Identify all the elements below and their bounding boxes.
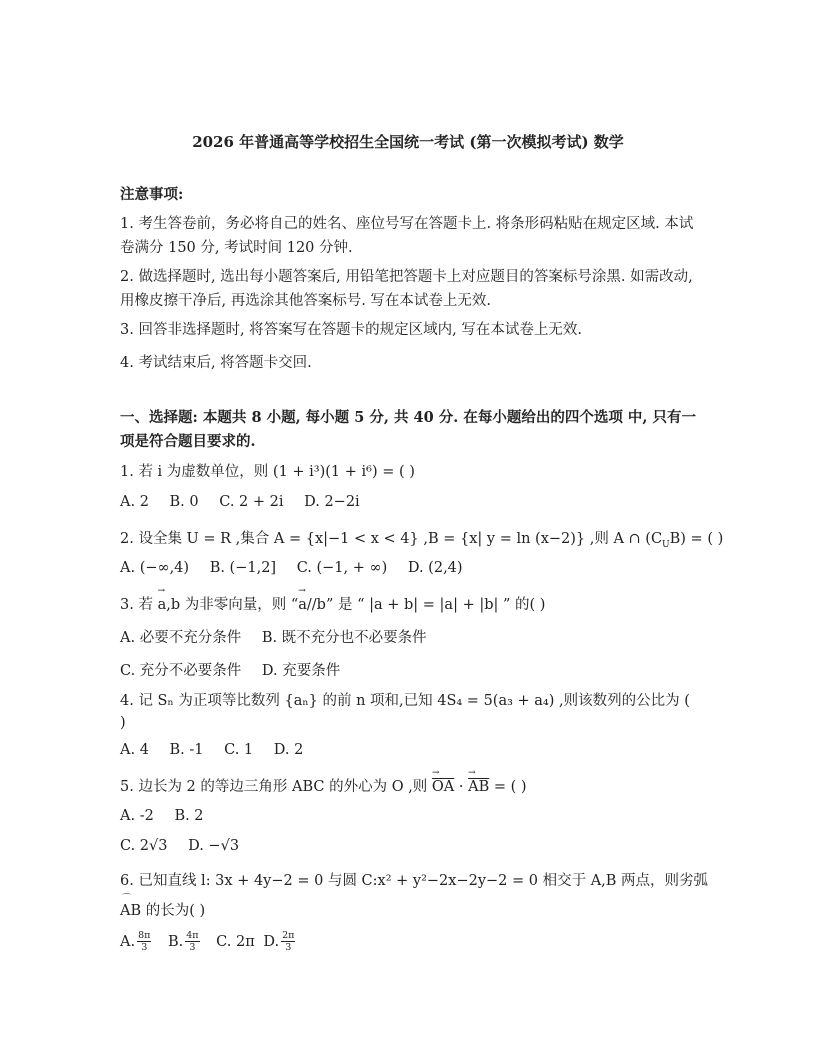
question-6-continued [120,899,205,920]
question-3-options-row2 [120,659,356,680]
option-a: A. 2 [120,494,149,510]
question-3-options-row1 [120,626,443,647]
minor-arc-ab: ⌒ AB [120,903,141,919]
option-c: C. 1 [224,742,254,758]
question-5-options-row2 [120,838,255,854]
option-a-fraction [137,930,151,953]
question-1-options [120,494,376,510]
option-c: C. 2√3 [120,838,168,854]
question-1-stem: 1. 若 i 为虚数单位，则 [120,464,269,480]
fraction-denominator: 3 [141,942,148,953]
option-b: B. -1 [169,742,204,758]
question-6-stem: 6. 已知直线 l: 3x + 4y−2 = 0 与圆 C:x² + y²−2x−2y−2 = 0 相交于 A,B 两点，则劣弧 [120,873,709,889]
section-heading: 一、选择题: 本题共 8 小题, 每小题 5 分, 共 40 分. 在每小题给出的四个选项 中, 只有一项是符合题目要求的. [120,409,696,450]
question-3-part2: 为非零向量，则 “ [184,597,299,613]
fraction-numerator: 4π [186,930,199,941]
option-d: D. 2 [273,742,304,758]
dot-operator: · [454,779,469,795]
option-d-fraction [281,930,295,953]
option-b: B. (−1,2] [209,560,277,576]
option-d: D. 2−2i [304,494,360,510]
question-2-options [120,560,479,576]
exam-title: 2026 年普通高等学校招生全国统一考试 (第一次模拟考试) 数学 [192,133,624,151]
question-3 [120,593,545,614]
option-a-label: A. [120,933,136,950]
option-b [168,930,206,953]
option-a [120,930,158,953]
question-5-options-row1 [120,808,220,824]
option-b: B. 0 [169,494,199,510]
question-5-tail: = ( ) [489,779,527,795]
question-1-expression: (1 + i³)(1 + i⁶) = ( ) [272,464,415,480]
option-d: D. 充要条件 [261,663,341,679]
question-4-options [120,742,319,758]
option-c: C. 2π [216,933,255,950]
option-c: C. (−1, + ∞) [296,560,388,576]
notice-item-2: 2. 做选择题时, 选出每小题答案后, 用铅笔把答题卡上对应题目的答案标号涂黑. 如需改动, 用橡皮擦干净后, 再选涂其他答案标号. 写在本试卷上无效. [120,269,693,309]
vectors-ab: → a,b [158,597,181,613]
option-b-label: B. [168,933,184,950]
vector-oa: → $\overline{OA}$ [432,779,454,795]
question-5-stem: 5. 边长为 2 的等边三角形 ABC 的外心为 O ,则 [120,779,428,795]
option-b: B. 2 [174,808,204,824]
option-a: A. (−∞,4) [120,560,190,576]
notice-item-4: 4. 考试结束后, 将答题卡交回. [120,355,312,371]
fraction-numerator: 2π [282,930,295,941]
option-d: D. −√3 [188,838,240,854]
option-c: C. 2 + 2i [219,494,284,510]
option-d [263,930,297,953]
question-2-tail: B) = ( ) [669,531,724,547]
option-a: A. 必要不充分条件 [120,630,242,646]
question-3-part1: 3. 若 [120,597,153,613]
option-b: B. 既不充分也不必要条件 [261,630,427,646]
fraction-denominator: 3 [189,942,196,953]
option-d-label: D. [263,933,280,950]
question-6 [120,869,708,890]
option-c: C. 充分不必要条件 [120,663,242,679]
notice-heading: 注意事项: [120,186,184,203]
option-d: D. (2,4) [407,560,463,576]
fraction-numerator: 8π [138,930,151,941]
option-b-fraction [185,930,199,953]
question-1 [120,460,415,481]
question-2 [120,527,723,550]
question-3-part3: ” 是 “ |a + b| = |a| + |b| ” 的( ) [325,597,546,613]
fraction-denominator: 3 [285,942,292,953]
option-a: A. 4 [120,742,149,758]
question-6-options [120,930,297,953]
question-4: 4. 记 Sₙ 为正项等比数列 {aₙ} 的前 n 项和,已知 4S₄ = 5(a₃ + a₄) ,则该数列的公比为 ( ) [120,693,690,731]
option-a: A. -2 [120,808,154,824]
notice-item-1: 1. 考生答卷前，务必将自己的姓名、座位号写在答题卡上. 将条形码粘贴在规定区域. 本试卷满分 150 分, 考试时间 120 分钟. [120,216,694,256]
question-6-tail: 的长为( ) [141,903,206,919]
complement-subscript: U [662,539,670,550]
notice-item-3: 3. 回答非选择题时, 将答案写在答题卡的规定区域内, 写在本试卷上无效. [120,322,582,338]
parallel-relation: → a//b [298,597,326,613]
question-5 [120,775,527,796]
vector-ab: → $\overline{AB}$ [468,779,489,795]
question-2-stem: 2. 设全集 U = R ,集合 A = {x|−1 < x < 4} ,B = {x| y = ln (x−2)} ,则 A ∩ (C [120,531,663,547]
